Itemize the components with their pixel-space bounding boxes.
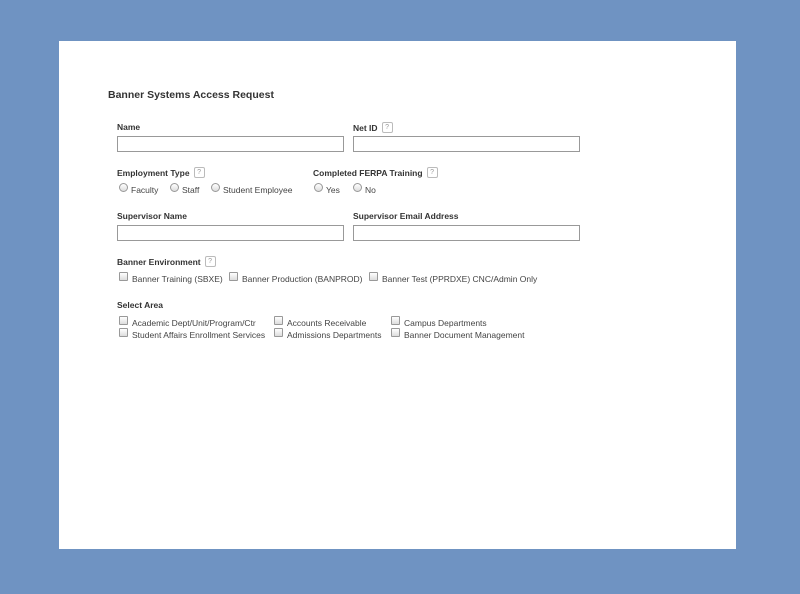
- checkbox[interactable]: [369, 272, 378, 281]
- form-card: [59, 41, 736, 549]
- name-label: Name: [117, 122, 141, 132]
- name-input[interactable]: [117, 136, 344, 152]
- supervisor-email-label: Supervisor Email Address: [353, 211, 459, 221]
- help-icon[interactable]: ?: [427, 167, 438, 178]
- checkbox[interactable]: [119, 272, 128, 281]
- radio-faculty[interactable]: Faculty: [119, 185, 158, 195]
- radio-student-employee[interactable]: Student Employee: [211, 185, 292, 195]
- supervisor-name-input[interactable]: [117, 225, 344, 241]
- checkbox-campus-departments[interactable]: Campus Departments: [391, 318, 487, 328]
- checkbox-banner-production[interactable]: Banner Production (BANPROD): [229, 274, 362, 284]
- checkbox[interactable]: [391, 328, 400, 337]
- checkbox-admissions-departments[interactable]: Admissions Departments: [274, 330, 381, 340]
- checkbox[interactable]: [274, 316, 283, 325]
- checkbox-student-affairs[interactable]: Student Affairs Enrollment Services: [119, 330, 265, 340]
- radio-button[interactable]: [314, 183, 323, 192]
- checkbox[interactable]: [274, 328, 283, 337]
- select-area-label: Select Area: [117, 300, 163, 310]
- supervisor-email-input[interactable]: [353, 225, 580, 241]
- checkbox-banner-training[interactable]: Banner Training (SBXE): [119, 274, 223, 284]
- checkbox-accounts-receivable[interactable]: Accounts Receivable: [274, 318, 366, 328]
- radio-button[interactable]: [353, 183, 362, 192]
- checkbox[interactable]: [119, 316, 128, 325]
- radio-staff[interactable]: Staff: [170, 185, 199, 195]
- help-icon[interactable]: ?: [194, 167, 205, 178]
- checkbox[interactable]: [119, 328, 128, 337]
- radio-yes[interactable]: Yes: [314, 185, 340, 195]
- checkbox[interactable]: [391, 316, 400, 325]
- form-title: Banner Systems Access Request: [108, 89, 274, 101]
- checkbox[interactable]: [229, 272, 238, 281]
- net-id-input[interactable]: [353, 136, 580, 152]
- checkbox-banner-test[interactable]: Banner Test (PPRDXE) CNC/Admin Only: [369, 274, 537, 284]
- checkbox-academic-dept[interactable]: Academic Dept/Unit/Program/Ctr: [119, 318, 256, 328]
- radio-no[interactable]: No: [353, 185, 376, 195]
- radio-button[interactable]: [170, 183, 179, 192]
- banner-environment-label: Banner Environment ?: [117, 256, 216, 267]
- employment-type-label: Employment Type ?: [117, 167, 205, 178]
- net-id-label: Net ID ?: [353, 122, 393, 133]
- ferpa-label: Completed FERPA Training ?: [313, 167, 438, 178]
- radio-button[interactable]: [119, 183, 128, 192]
- supervisor-name-label: Supervisor Name: [117, 211, 187, 221]
- help-icon[interactable]: ?: [205, 256, 216, 267]
- radio-button[interactable]: [211, 183, 220, 192]
- help-icon[interactable]: ?: [382, 122, 393, 133]
- checkbox-banner-document-management[interactable]: Banner Document Management: [391, 330, 525, 340]
